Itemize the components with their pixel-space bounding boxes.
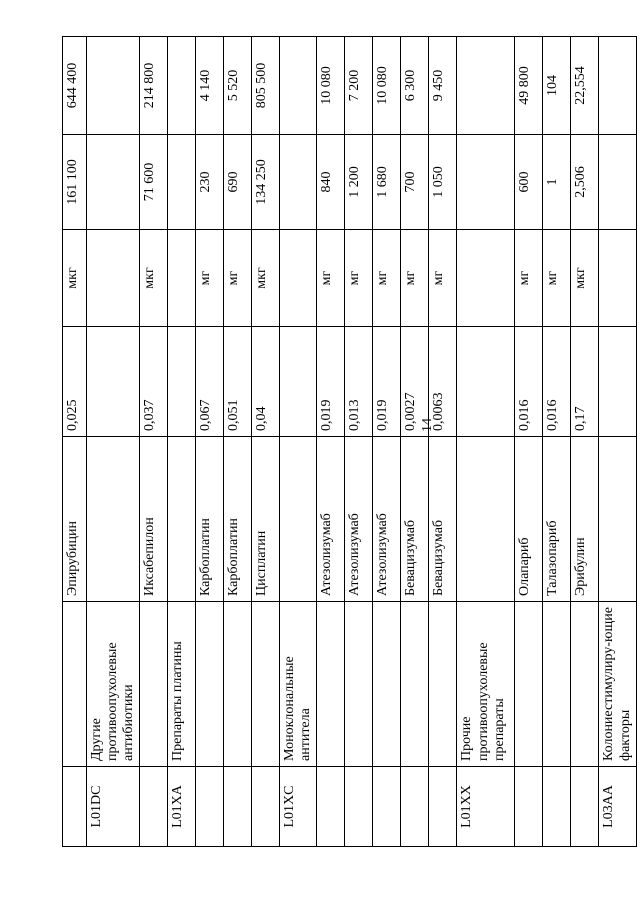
atc-code-cell xyxy=(345,767,373,847)
atc-code-cell xyxy=(571,767,599,847)
unit-cell xyxy=(457,230,515,327)
dose-cell: 0,0063 xyxy=(429,327,457,437)
table-row xyxy=(429,37,457,847)
amount-cell: 71 600 xyxy=(140,135,168,230)
table-row xyxy=(280,37,317,847)
amount-cell: 134 250 xyxy=(252,135,280,230)
total-cell: 214 800 xyxy=(140,37,168,135)
group-name-cell xyxy=(515,602,543,767)
amount-cell xyxy=(599,135,636,230)
dose-cell: 0,17 xyxy=(571,327,599,437)
table-row xyxy=(401,37,429,847)
dose-cell: 0,067 xyxy=(196,327,224,437)
total-cell: 22,554 xyxy=(571,37,599,135)
drug-name-cell xyxy=(87,437,140,602)
drug-name-cell: Бевацизумаб xyxy=(401,437,429,602)
group-name-cell xyxy=(543,602,571,767)
total-cell xyxy=(599,37,636,135)
unit-cell: мг xyxy=(224,230,252,327)
total-cell xyxy=(87,37,140,135)
total-cell: 644 400 xyxy=(63,37,87,135)
total-cell: 104 xyxy=(543,37,571,135)
dose-cell: 0,016 xyxy=(515,327,543,437)
unit-cell: мг xyxy=(515,230,543,327)
group-name-cell: Препараты платины xyxy=(168,602,196,767)
table-row xyxy=(252,37,280,847)
atc-code-cell xyxy=(140,767,168,847)
amount-cell: 1 680 xyxy=(373,135,401,230)
dose-cell: 0,04 xyxy=(252,327,280,437)
drug-name-cell: Атезолизумаб xyxy=(317,437,345,602)
drug-name-cell xyxy=(457,437,515,602)
group-name-cell: Прочие противоопухолевые препараты xyxy=(457,602,515,767)
amount-cell: 840 xyxy=(317,135,345,230)
table-row xyxy=(317,37,345,847)
drug-name-cell: Цисплатин xyxy=(252,437,280,602)
table-row xyxy=(373,37,401,847)
group-name-cell xyxy=(429,602,457,767)
page-number: 14 xyxy=(420,418,435,432)
dose-cell xyxy=(168,327,196,437)
group-name-cell xyxy=(63,602,87,767)
atc-code-cell xyxy=(317,767,345,847)
group-name-cell xyxy=(140,602,168,767)
group-name-cell xyxy=(317,602,345,767)
dose-cell: 0,025 xyxy=(63,327,87,437)
amount-cell: 230 xyxy=(196,135,224,230)
atc-code-cell xyxy=(224,767,252,847)
drug-name-cell: Иксабепилон xyxy=(140,437,168,602)
group-name-cell: Моноклональные антитела xyxy=(280,602,317,767)
total-cell: 4 140 xyxy=(196,37,224,135)
group-name-cell xyxy=(401,602,429,767)
total-cell: 5 520 xyxy=(224,37,252,135)
group-name-cell: Другие противоопухолевые антибиотики xyxy=(87,602,140,767)
unit-cell: мг xyxy=(345,230,373,327)
total-cell: 49 800 xyxy=(515,37,543,135)
table-row xyxy=(599,37,636,847)
amount-cell: 1 xyxy=(543,135,571,230)
total-cell xyxy=(168,37,196,135)
amount-cell: 1 200 xyxy=(345,135,373,230)
table-row xyxy=(457,37,515,847)
total-cell: 6 300 xyxy=(401,37,429,135)
total-cell: 9 450 xyxy=(429,37,457,135)
total-cell: 805 500 xyxy=(252,37,280,135)
drug-name-cell: Карбоплатин xyxy=(196,437,224,602)
atc-code-cell xyxy=(196,767,224,847)
group-name-cell xyxy=(373,602,401,767)
table-row xyxy=(345,37,373,847)
amount-cell: 161 100 xyxy=(63,135,87,230)
unit-cell xyxy=(599,230,636,327)
group-name-cell xyxy=(196,602,224,767)
group-name-cell xyxy=(571,602,599,767)
total-cell: 10 080 xyxy=(373,37,401,135)
unit-cell xyxy=(280,230,317,327)
unit-cell: мг xyxy=(543,230,571,327)
dose-cell: 0,051 xyxy=(224,327,252,437)
table-row xyxy=(140,37,168,847)
atc-code-cell: L01XX xyxy=(457,767,515,847)
unit-cell: мкг xyxy=(63,230,87,327)
total-cell xyxy=(280,37,317,135)
unit-cell xyxy=(87,230,140,327)
dose-cell xyxy=(87,327,140,437)
dose-cell xyxy=(280,327,317,437)
table-row xyxy=(224,37,252,847)
amount-cell: 690 xyxy=(224,135,252,230)
table-row xyxy=(168,37,196,847)
dose-cell: 0,0027 xyxy=(401,327,429,437)
drug-name-cell xyxy=(168,437,196,602)
table-row xyxy=(543,37,571,847)
group-name-cell xyxy=(345,602,373,767)
unit-cell: мкг xyxy=(140,230,168,327)
table-row xyxy=(571,37,599,847)
amount-cell: 600 xyxy=(515,135,543,230)
dose-cell: 0,037 xyxy=(140,327,168,437)
drug-name-cell: Карбоплатин xyxy=(224,437,252,602)
drug-table xyxy=(62,36,637,847)
table-row xyxy=(196,37,224,847)
atc-code-cell xyxy=(373,767,401,847)
dose-cell: 0,019 xyxy=(317,327,345,437)
unit-cell: мкг xyxy=(571,230,599,327)
unit-cell: мг xyxy=(429,230,457,327)
table-row xyxy=(87,37,140,847)
amount-cell xyxy=(280,135,317,230)
dose-cell: 0,019 xyxy=(373,327,401,437)
total-cell xyxy=(457,37,515,135)
dose-cell xyxy=(457,327,515,437)
total-cell: 7 200 xyxy=(345,37,373,135)
drug-name-cell: Олапариб xyxy=(515,437,543,602)
amount-cell: 1 050 xyxy=(429,135,457,230)
atc-code-cell xyxy=(252,767,280,847)
atc-code-cell xyxy=(515,767,543,847)
unit-cell: мкг xyxy=(252,230,280,327)
amount-cell xyxy=(87,135,140,230)
amount-cell: 2,506 xyxy=(571,135,599,230)
drug-name-cell xyxy=(280,437,317,602)
drug-name-cell: Атезолизумаб xyxy=(345,437,373,602)
table-row xyxy=(63,37,87,847)
dose-cell: 0,016 xyxy=(543,327,571,437)
group-name-cell xyxy=(224,602,252,767)
atc-code-cell: L01XC xyxy=(280,767,317,847)
dose-cell: 0,013 xyxy=(345,327,373,437)
amount-cell xyxy=(457,135,515,230)
unit-cell: мг xyxy=(401,230,429,327)
unit-cell xyxy=(168,230,196,327)
atc-code-cell xyxy=(401,767,429,847)
drug-name-cell: Эрибулин xyxy=(571,437,599,602)
rotated-table-container xyxy=(62,37,633,847)
atc-code-cell: L01DC xyxy=(87,767,140,847)
drug-name-cell xyxy=(599,437,636,602)
atc-code-cell xyxy=(63,767,87,847)
drug-name-cell: Эпирубицин xyxy=(63,437,87,602)
drug-name-cell: Атезолизумаб xyxy=(373,437,401,602)
atc-code-cell: L01XA xyxy=(168,767,196,847)
atc-code-cell: L03AA xyxy=(599,767,636,847)
group-name-cell xyxy=(252,602,280,767)
drug-name-cell: Бевацизумаб xyxy=(429,437,457,602)
dose-cell xyxy=(599,327,636,437)
group-name-cell: Колониестимулиру-ющие факторы xyxy=(599,602,636,767)
table-row xyxy=(515,37,543,847)
atc-code-cell xyxy=(429,767,457,847)
total-cell: 10 080 xyxy=(317,37,345,135)
unit-cell: мг xyxy=(317,230,345,327)
amount-cell: 700 xyxy=(401,135,429,230)
amount-cell xyxy=(168,135,196,230)
drug-name-cell: Талазопариб xyxy=(543,437,571,602)
unit-cell: мг xyxy=(196,230,224,327)
atc-code-cell xyxy=(543,767,571,847)
unit-cell: мг xyxy=(373,230,401,327)
